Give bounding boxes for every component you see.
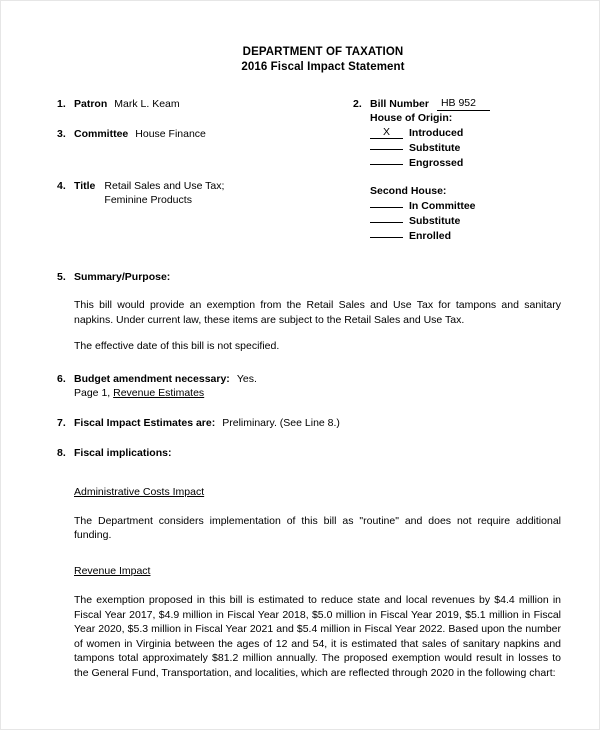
document-header bbox=[85, 45, 561, 75]
section-budget-amendment bbox=[57, 372, 561, 400]
administrative-costs-block bbox=[57, 482, 561, 500]
house-of-origin-heading: House of Origin: bbox=[370, 112, 453, 124]
option-label: Engrossed bbox=[409, 157, 464, 169]
section-budget-heading: Budget amendment necessary: bbox=[74, 372, 230, 385]
house-of-origin-option-introduced[interactable] bbox=[370, 126, 561, 141]
administrative-costs-paragraph: The Department considers implementation of this bill as "routine" and does not require additional funding. bbox=[74, 514, 561, 542]
section-fiscal-implications-number: 8. bbox=[57, 446, 66, 459]
section-budget-value: Yes. bbox=[236, 372, 257, 385]
field-title-value: Retail Sales and Use Tax; Feminine Products bbox=[104, 180, 225, 206]
field-committee-value: House Finance bbox=[135, 128, 206, 140]
section-summary-number: 5. bbox=[57, 271, 66, 283]
spacer bbox=[57, 327, 561, 339]
section-fiscal-implications bbox=[57, 446, 561, 460]
field-bill-number bbox=[353, 97, 561, 111]
second-house-option-in-committee[interactable] bbox=[370, 199, 561, 214]
spacer bbox=[57, 579, 561, 593]
form-left-column bbox=[57, 97, 353, 244]
option-label: Enrolled bbox=[409, 230, 452, 242]
spacer bbox=[57, 460, 561, 482]
spacer bbox=[57, 244, 561, 270]
option-label: Substitute bbox=[409, 142, 461, 154]
spacer bbox=[57, 400, 561, 416]
checkbox-blank-line[interactable] bbox=[370, 222, 403, 223]
house-of-origin-option-engrossed[interactable] bbox=[370, 156, 561, 171]
section-fiscal-estimates-number: 7. bbox=[57, 416, 66, 429]
option-label: Substitute bbox=[409, 215, 461, 227]
field-bill-number-value: HB 952 bbox=[437, 97, 490, 111]
field-committee bbox=[57, 127, 353, 141]
revenue-impact-block bbox=[57, 561, 561, 579]
field-title-label: Title bbox=[74, 180, 96, 192]
revenue-impact-heading: Revenue Impact bbox=[74, 564, 151, 577]
second-house-option-enrolled[interactable] bbox=[370, 229, 561, 244]
checkbox-blank-line[interactable] bbox=[370, 164, 403, 165]
field-patron-value: Mark L. Keam bbox=[114, 98, 180, 110]
header-title-line1: DEPARTMENT OF TAXATION bbox=[242, 46, 404, 58]
section-summary-purpose bbox=[57, 270, 561, 284]
field-bill-number-label: Bill Number bbox=[370, 98, 429, 110]
second-house-heading: Second House: bbox=[370, 185, 447, 197]
budget-reference bbox=[74, 386, 257, 400]
field-patron-number: 1. bbox=[57, 98, 66, 110]
option-label: In Committee bbox=[409, 200, 476, 212]
checkbox-blank-line[interactable] bbox=[370, 207, 403, 208]
house-of-origin-option-substitute[interactable] bbox=[370, 141, 561, 156]
field-committee-number: 3. bbox=[57, 128, 66, 140]
revenue-impact-paragraph: The exemption proposed in this bill is estimated to reduce state and local revenues by $4.4 million in Fiscal Year 2017, $4.9 million in Fiscal Year 2018, $5.0 million in Fiscal Year 2019, $5.1 million in Fiscal Year 2020, $5.3 million in Fiscal Year 2021 and $5.4 million in Fiscal Year 2022. Based upon the number of women in Virginia between the ages of 12 and 54, it is estimated that sales of sanitary napkins and tampons total approximately $81.2 million annually. The proposed exemption would result in losses to the General Fund, Transportation, and localities, which are reflected through 2020 in the following chart: bbox=[74, 593, 561, 679]
field-bill-number-index: 2. bbox=[353, 98, 362, 110]
field-title bbox=[57, 179, 353, 207]
summary-paragraph-1: This bill would provide an exemption from the Retail Sales and Use Tax for tampons and sanitary napkins. Under current law, these items are subject to the Retail Sales and Use Tax. bbox=[74, 299, 561, 326]
field-patron-label: Patron bbox=[74, 98, 108, 110]
header-title-line2: 2016 Fiscal Impact Statement bbox=[241, 61, 405, 73]
field-committee-label: Committee bbox=[74, 128, 129, 140]
section-fiscal-estimates-value: Preliminary. (See Line 8.) bbox=[222, 416, 340, 429]
form-right-column bbox=[353, 97, 561, 244]
section-fiscal-impact-estimates bbox=[57, 416, 561, 430]
spacer bbox=[57, 354, 561, 372]
field-patron bbox=[57, 97, 353, 111]
spacer bbox=[57, 284, 561, 298]
summary-paragraph-2: The effective date of this bill is not specified. bbox=[74, 340, 280, 353]
section-summary-heading: Summary/Purpose: bbox=[74, 271, 171, 283]
budget-reference-link[interactable]: Revenue Estimates bbox=[113, 386, 205, 399]
spacer bbox=[57, 157, 353, 179]
section-fiscal-estimates-heading: Fiscal Impact Estimates are: bbox=[74, 416, 216, 429]
checkbox-blank-line[interactable] bbox=[370, 237, 403, 238]
field-title-number: 4. bbox=[57, 180, 66, 192]
option-label: Introduced bbox=[409, 127, 464, 139]
spacer bbox=[57, 430, 561, 446]
checkbox-blank-line[interactable] bbox=[370, 149, 403, 150]
spacer bbox=[57, 500, 561, 514]
section-budget-number: 6. bbox=[57, 372, 66, 385]
form-fields-block bbox=[57, 97, 561, 244]
spacer bbox=[353, 171, 561, 184]
budget-reference-prefix: Page 1, bbox=[74, 386, 114, 399]
section-fiscal-implications-heading: Fiscal implications: bbox=[74, 446, 172, 459]
checkbox-blank-line[interactable]: X bbox=[370, 127, 403, 139]
administrative-costs-heading: Administrative Costs Impact bbox=[74, 485, 205, 498]
second-house-option-substitute[interactable] bbox=[370, 214, 561, 229]
spacer bbox=[57, 543, 561, 561]
